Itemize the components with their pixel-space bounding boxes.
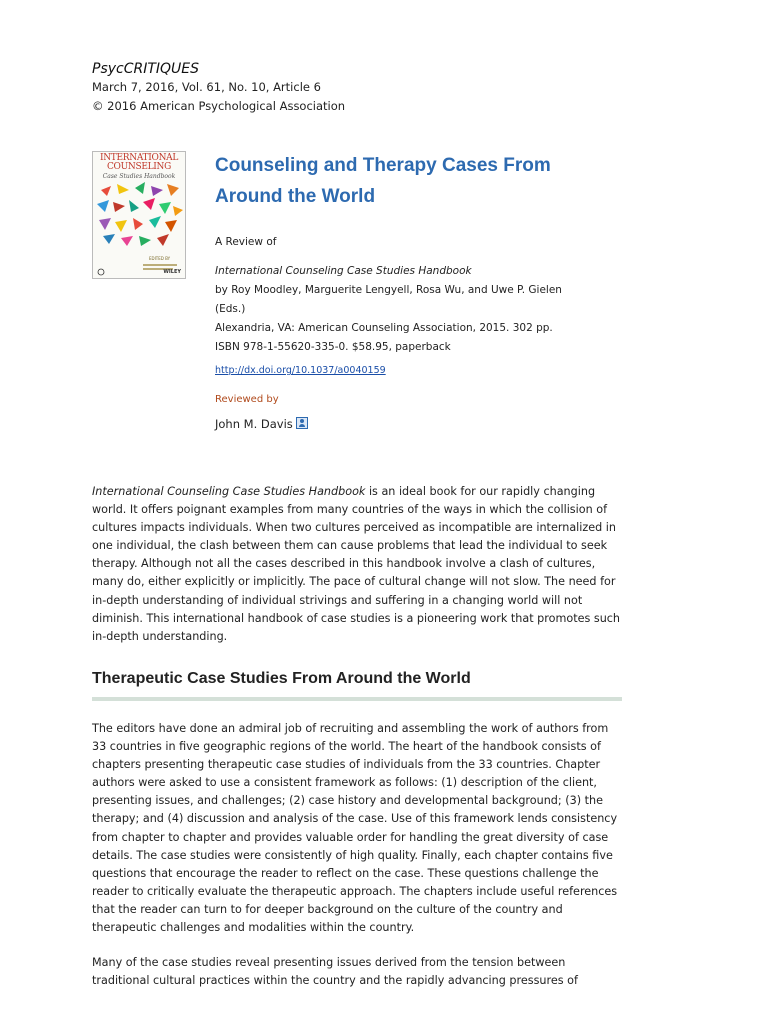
publisher-logo: WILEY	[163, 269, 181, 275]
book-cover-image	[92, 151, 186, 279]
a-review-of-label: A Review of	[215, 236, 277, 248]
intro-book-title: International Counseling Case Studies Handbook	[92, 485, 366, 498]
cover-title: INTERNATIONAL COUNSELING	[99, 153, 179, 172]
book-info	[215, 233, 615, 434]
doi-link[interactable]: http://dx.doi.org/10.1037/a0040159	[215, 365, 386, 376]
book-publication: Alexandria, VA: American Counseling Association, 2015. 302 pp.	[215, 322, 553, 334]
review-title: Counseling and Therapy Cases From Around the World	[215, 155, 551, 207]
book-authors: by Roy Moodley, Marguerite Lengyell, Rosa Wu, and Uwe P. Gielen	[215, 284, 562, 296]
journal-name: PsycCRITIQUES	[92, 61, 200, 77]
reviewed-by-label: Reviewed by	[215, 394, 279, 405]
reviewer-line	[215, 415, 615, 434]
svg-text:EDITED BY: EDITED BY	[149, 256, 171, 261]
issue-info: March 7, 2016, Vol. 61, No. 10, Article 6	[92, 80, 321, 94]
article-header	[92, 61, 345, 116]
cover-subtitle: Case Studies Handbook	[102, 173, 176, 180]
book-isbn: ISBN 978-1-55620-335-0. $58.95, paperback	[215, 341, 451, 353]
body-paragraph-2: The editors have done an admiral job of recruiting and assembling the work of authors from 33 countries in five geographic regions of the world. The heart of the handbook consists of chapters presenting therapeutic case studies of individuals from the 33 countries. Chapter authors were asked to use a consistent framework as follows: (1) description of the client, presenting issues, and challenges; (2) case history and developmental background; (3) the therapy; and (4) discussion and analysis of the case. Use of this framework lends consistency from chapter to chapter and provides valuable order for handling the great diversity of case details. The case studies were consistently of high quality. Finally, each chapter contains five questions that encourage the reader to reflect on the case. These questions challenge the reader to critically evaluate the therapeutic approach. The chapters include useful references that the reader can turn to for deeper background on the culture of the country and therapeutic challenges and modalities within the country.	[92, 722, 618, 935]
copyright-notice: © 2016 American Psychological Association	[92, 99, 346, 113]
book-title: International Counseling Case Studies Handbook	[215, 265, 472, 277]
intro-paragraph	[92, 483, 622, 646]
cover-birds-illustration	[93, 180, 185, 279]
section-divider	[92, 697, 622, 701]
person-icon[interactable]	[296, 417, 308, 429]
body-paragraph-3: Many of the case studies reveal presenting issues derived from the tension between traditional cultural practices within the country and the rapidly advancing pressures of	[92, 956, 578, 988]
section-heading: Therapeutic Case Studies From Around the World	[92, 670, 471, 687]
book-editors-note: (Eds.)	[215, 303, 246, 315]
reviewer-name: John M. Davis	[215, 417, 293, 431]
intro-text: is an ideal book for our rapidly changing world. It offers poignant examples from many countries of the ways in which the collision of cultures impacts individuals. When two cultures perceived as incompatible are internalized in one individual, the clash between them can cause problems that lead the individual to seek therapy. Although not all the cases described in this handbook involve a clash of cultures, many do, either explicitly or implicitly. The pace of cultural change will not slow. The need for in-depth understanding of individual strivings and suffering in a changing world will not diminish. This international handbook of case studies is a pioneering work that promotes such in-depth understanding.	[92, 485, 621, 643]
